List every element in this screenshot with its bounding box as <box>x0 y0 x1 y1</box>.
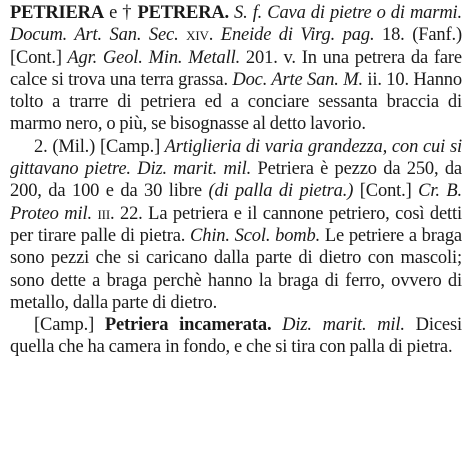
quotation: Hanno tolto a trarre di petriera ed a conciare sessanta braccia di marmo nero, o più, se bisognasse al detto lavorio. <box>10 69 462 135</box>
headword-conjunction: e † <box>104 3 138 23</box>
citation-section: xiv. <box>178 25 214 46</box>
citation-page: 18. (Fanf.) [Cont.] <box>10 25 462 68</box>
quotation: Le petriere a braga sono pezzi che si caricano dalla parte di dietro con mascoli; sono dette a braga perchè hanno la braga di ferro, ovvero di metallo, dalla parte di dietro. <box>10 225 462 313</box>
citation: Eneide di Virg. pag. <box>213 25 375 46</box>
citation: Chin. Scol. bomb. <box>185 225 321 246</box>
part-of-speech: S. f. <box>228 3 263 23</box>
definition: Artiglieria di varia grandezza, con cui si gittavano pietre. <box>10 136 463 180</box>
citation: Docum. Art. San. Sec. <box>10 25 179 46</box>
headword-variant: PETRERA. <box>137 3 229 23</box>
citation-reference: 201. v. <box>240 47 296 68</box>
citation: Diz. marit. mil. <box>271 315 405 336</box>
quotation: La petriera e il cannone petriero, così detti per tirare palle di pietra. <box>10 203 463 246</box>
phrase-headword: Petriera incamerata. <box>94 315 272 336</box>
citation: Doc. Arte San. M. <box>227 69 363 90</box>
quotation-note: (di palla di pietra.) <box>201 181 354 202</box>
quotation: In una petrera da fare calce si trova una terra grassa. <box>10 47 462 90</box>
headword: PETRIERA <box>10 3 104 23</box>
quotation: Dicesi quella che ha camera in fondo, e che si tira con palla di pietra. <box>10 315 462 358</box>
source-tag: [Camp.] <box>34 315 95 336</box>
sense-2-paragraph <box>10 136 462 314</box>
citation: Agr. Geol. Min. Metall. <box>61 47 241 68</box>
sense-3-paragraph <box>10 314 462 359</box>
citation: Diz. marit. mil. <box>130 159 252 180</box>
citation-reference: iii. 22. <box>91 203 143 224</box>
definition: Cava di pietre o di marmi. <box>262 3 462 23</box>
sense-number: 2. (Mil.) [Camp.] <box>34 136 161 157</box>
entry-paragraph <box>10 2 462 136</box>
quotation: Petriera è pezzo da 250, da 200, da 100 e da 30 libre <box>10 159 462 202</box>
citation: Cr. B. Proteo mil. <box>10 181 462 224</box>
citation-reference: ii. 10. <box>362 69 409 90</box>
source-tag: [Cont.] <box>353 181 412 202</box>
